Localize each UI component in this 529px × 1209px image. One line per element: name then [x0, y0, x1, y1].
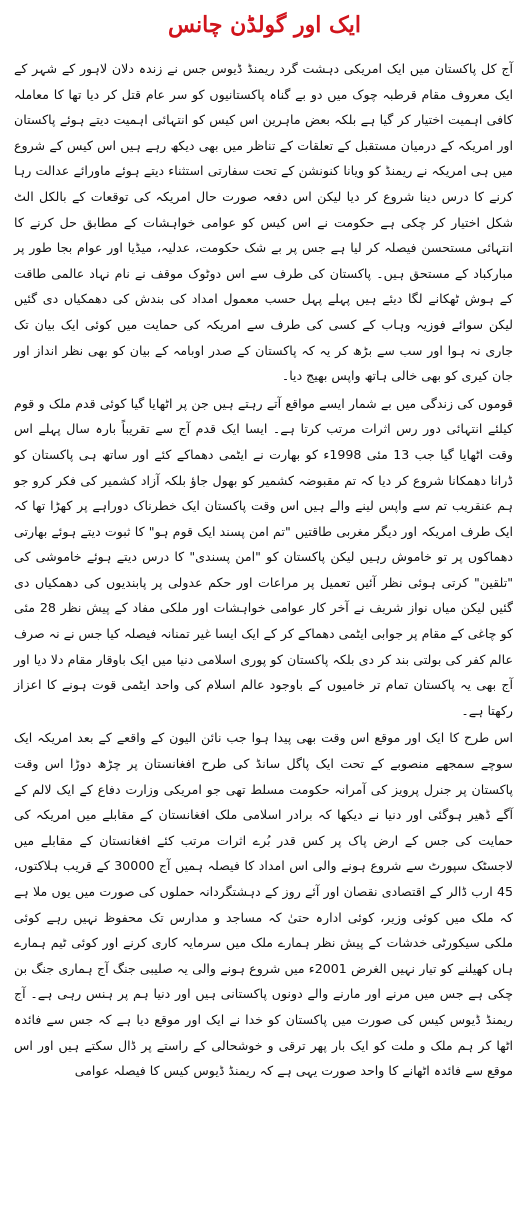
article-body: [0, 48, 529, 1084]
article-paragraph-1: آج کل پاکستان میں ایک امریکی دہشت گرد ریمنڈ ڈیوس جس نے زندہ دلان لاہور کے شہر کے ایک معروف مقام قرطبہ چوک میں دو بے گناہ پاکستانیوں کو سر عام قتل کر دیا تھا کا معاملہ کافی اہمیت اختیار کر گیا ہے بلکہ بعض ماہرین اس کیس کو انتہائی اہمیت دیتے ہوئے پاکستان اور امریکہ کے درمیان مستقبل کے تعلقات کے تناظر میں بھی دیکھ رہے ہیں اس کیس کے شروع میں ہی امریکہ نے ریمنڈ کو ویانا کنونشن کے تحت سفارتی استثناء دیتے ہوئے ماورائے عدالت رہا کرنے کا درس دینا شروع کر دیا لیکن اس دفعہ صورت حال امریکہ کی توقعات کے بالکل الٹ شکل اختیار کر چکی ہے حکومت نے اس کیس کو عوامی خواہشات کے مطابق حل کرنے کا انتہائی مستحسن فیصلہ کر لیا ہے جس پر بے شک حکومت، عدلیہ، میڈیا اور عوام بجا طور پر مبارکباد کے مستحق ہیں۔ پاکستان کی طرف سے اس دوٹوک موقف نے نام نہاد عالمی طاقت کے ہوش ٹھکانے لگا دیئے ہیں پہلے پہل حسب معمول امداد کی بندش کی دھمکیاں دی گئیں لیکن سوائے فوزیہ وہاب کے کسی کی طرف سے امریکہ کی حمایت میں کوئی ایک بیان تک جاری نہ ہوا اور سب سے بڑھ کر یہ کہ پاکستان کے صدر اوبامہ کے بیان کو بھی نظر انداز اور جان کیری کو بھی خالی ہاتھ واپس بھیج دیا۔: [14, 61, 513, 384]
article-title: ایک اور گولڈن چانس: [168, 12, 361, 38]
article-paragraph-3: اس طرح کا ایک اور موقع اس وقت بھی پیدا ہوا جب نائن الیون کے واقعے کے بعد امریکہ ایک سوچے سمجھے منصوبے کے تحت ایک پاگل سانڈ کی طرح افغانستان پر چڑھ دوڑا اس وقت پاکستان پر جنرل پرویز کی آمرانہ حکومت مسلط تھی جو امریکی وزارت دفاع کے ایک لالم کے آگے ڈھیر ہوگئی اور دنیا نے دیکھا کہ برادر اسلامی ملک افغانستان کے مقابلے میں امریکہ کی حمایت کی جس کے ارض پاک پر کس قدر بُرے اثرات مرتب کئے افغانستان کے مقابلے میں لاجسٹک سپورٹ سے شروع ہونے والی اس امداد کا فیصلہ ہمیں آج 30000 کے قریب ہلاکتوں، 45 ارب ڈالر کے اقتصادی نقصان اور آئے روز کے دہشتگردانہ حملوں کی صورت میں یوں ملا ہے کہ ملک میں کوئی وزیر، کوئی ادارہ حتیٰ کہ مساجد و مدارس تک محفوظ نہیں رہے کوئی ملکی سیکورٹی خدشات کے پیش نظر ہمارے ملک میں سرمایہ کاری کرنے اور کوئی ٹیم ہمارے ہاں کھیلنے کو تیار نہیں الغرض 2001ء میں شروع ہونے والی یہ صلیبی جنگ آج ہماری جنگ بن چکی ہے جس میں مرنے اور مارنے والے دونوں پاکستانی ہیں اور دنیا ہم پر ہنس رہی ہے۔ آج ریمنڈ ڈیوس کیس کی صورت میں پاکستان کو خدا نے ایک اور موقع دیا ہے کہ جس سے فائدہ اٹھا کر ہم ملک و ملت کو ایک بار پھر ترقی و خوشحالی کے راستے پر ڈال سکتے ہیں اور اس موقع سے فائدہ اٹھانے کا واحد صورت یہی ہے کہ ریمنڈ ڈیوس کیس کا فیصلہ عوامی: [14, 730, 513, 1079]
article-paragraph-2: قوموں کی زندگی میں بے شمار ایسے مواقع آتے رہتے ہیں جن پر اٹھایا گیا کوئی قدم ملک و قوم کیلئے انتہائی دور رس اثرات مرتب کرتا ہے۔ ایسا ایک قدم آج سے تقریباً بارہ سال پہلے اس وقت اٹھایا گیا جب 13 مئی 1998ء کو بھارت نے ایٹمی دھماکے کئے اور ساتھ ہی پاکستان کو ڈرانا دھمکانا شروع کر دیا کہ تم مقبوضہ کشمیر کو بھول جاؤ بلکہ آزاد کشمیر کی فکر کرو جو ہم عنقریب تم سے واپس لینے والے ہیں اس وقت پاکستان ایک خطرناک دوراہے پر کھڑا تھا کہ ایک طرف امریکہ اور دیگر مغربی طاقتیں "تم امن پسند ایک قوم ہو" کا ثبوت دیتے ہوئے بھارتی دھماکوں پر تو خاموش رہیں لیکن پاکستان کو "امن پسندی" کا درس دیتے ہوئے خاموشی کی "تلقین" کرتی ہوئی نظر آئیں تعمیل پر مراعات اور حکم عدولی پر پابندیوں کی دھمکیاں دی گئیں لیکن میاں نواز شریف نے آخر کار عوامی خواہشات اور ملکی مفاد کے پیش نظر 28 مئی کو چاغی کے مقام پر جوابی ایٹمی دھماکے کر کے ایک ایسا غیر تمنانہ فیصلہ کیا جس نے نہ صرف عالم کفر کی بولتی بند کر دی بلکہ پاکستان کو پوری اسلامی دنیا میں ایک باوقار مقام دلا دیا اور آج بھی یہ پاکستان تمام تر خامیوں کے باوجود عالم اسلام کی واحد ایٹمی قوت ہونے کا اعزاز رکھتا ہے۔: [14, 395, 513, 718]
